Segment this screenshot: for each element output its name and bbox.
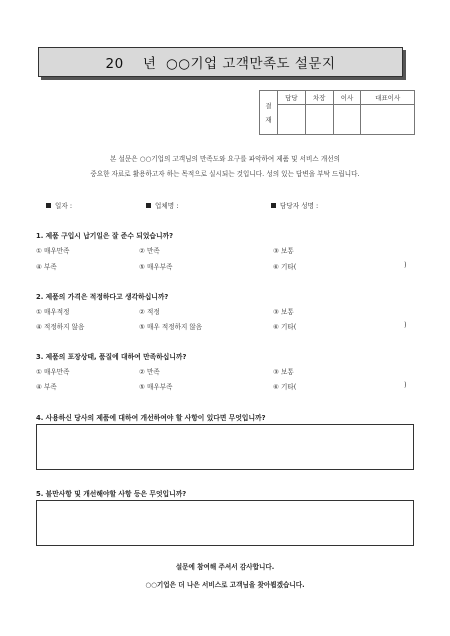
q2-option-2[interactable]: ② 적정	[139, 308, 160, 316]
q1-option-6[interactable]: ⑥ 기타(	[273, 263, 297, 271]
q1-option-2[interactable]: ② 만족	[139, 247, 160, 255]
approval-header-staff: 담당	[278, 91, 306, 105]
approval-label	[260, 91, 278, 135]
q2-option-3[interactable]: ③ 보통	[273, 308, 294, 316]
q3-option-5[interactable]: ⑤ 매우부족	[139, 383, 173, 391]
info-date-label: 일자 :	[55, 202, 73, 210]
q2-option-6-close: )	[404, 321, 407, 329]
question-4: 4. 사용하신 당사의 제품에 대하여 개선하여야 할 사항이 있다면 무엇입니까?	[36, 414, 266, 422]
info-date[interactable]	[46, 200, 72, 210]
approval-header-deputy: 차장	[305, 91, 333, 105]
q1-option-3[interactable]: ③ 보통	[273, 247, 294, 255]
approval-sign-staff[interactable]	[278, 105, 306, 135]
intro-line-2: 중요한 자료로 활용하고자 하는 목적으로 실시되는 것입니다. 성의 있는 답변을 부탁 드립니다.	[90, 170, 360, 178]
info-manager-label: 담당자 성명 :	[280, 202, 319, 210]
closing-line-1: 설문에 참여해 주셔서 감사합니다.	[175, 563, 275, 571]
square-bullet-icon	[271, 203, 276, 208]
approval-header-ceo: 대표이사	[361, 91, 415, 105]
page-title	[38, 47, 403, 77]
q1-option-6-close: )	[404, 261, 407, 269]
approval-header-director: 이사	[333, 91, 361, 105]
q2-option-1[interactable]: ① 매우적정	[36, 308, 70, 316]
approval-sign-ceo[interactable]	[361, 105, 415, 135]
q3-option-2[interactable]: ② 만족	[139, 368, 160, 376]
intro-line-1: 본 설문은 ○○기업의 고객님의 만족도와 요구를 파악하여 제품 및 서비스 개선의	[110, 155, 340, 163]
q1-option-4[interactable]: ④ 부족	[36, 263, 57, 271]
q1-option-1[interactable]: ① 매우만족	[36, 247, 70, 255]
question-3: 3. 제품의 포장상태, 품질에 대하여 만족하십니까?	[36, 353, 187, 361]
q3-option-1[interactable]: ① 매우만족	[36, 368, 70, 376]
q3-option-6[interactable]: ⑥ 기타(	[273, 383, 297, 391]
info-manager[interactable]	[271, 200, 318, 210]
question-5: 5. 불만사항 및 개선해야할 사항 등은 무엇입니까?	[36, 490, 187, 498]
intro-text	[40, 152, 410, 182]
q3-option-6-close: )	[404, 381, 407, 389]
approval-sign-deputy[interactable]	[305, 105, 333, 135]
q4-answer-box[interactable]	[36, 424, 414, 470]
square-bullet-icon	[146, 203, 151, 208]
q2-option-4[interactable]: ④ 적정하지 않음	[36, 323, 85, 331]
q3-option-4[interactable]: ④ 부족	[36, 383, 57, 391]
approval-table	[259, 90, 415, 135]
q3-option-3[interactable]: ③ 보통	[273, 368, 294, 376]
q2-option-6[interactable]: ⑥ 기타(	[273, 323, 297, 331]
closing-line-2: ○○기업은 더 나은 서비스로 고객님을 찾아뵙겠습니다.	[145, 581, 305, 589]
info-company[interactable]	[146, 200, 178, 210]
square-bullet-icon	[46, 203, 51, 208]
question-2: 2. 제품의 가격은 적정하다고 생각하십니까?	[36, 293, 169, 301]
q1-option-5[interactable]: ⑤ 매우부족	[139, 263, 173, 271]
question-1: 1. 제품 구입시 납기일은 잘 준수 되었습니까?	[36, 232, 174, 240]
approval-label-top: 결	[265, 101, 272, 110]
title-text: 20 년 ○○기업 고객만족도 설문지	[105, 56, 336, 72]
q2-option-5[interactable]: ⑤ 매우 적정하지 않음	[139, 323, 203, 331]
info-company-label: 업체명 :	[155, 202, 179, 210]
approval-label-bottom: 재	[265, 115, 272, 124]
q5-answer-box[interactable]	[36, 500, 414, 546]
approval-sign-director[interactable]	[333, 105, 361, 135]
